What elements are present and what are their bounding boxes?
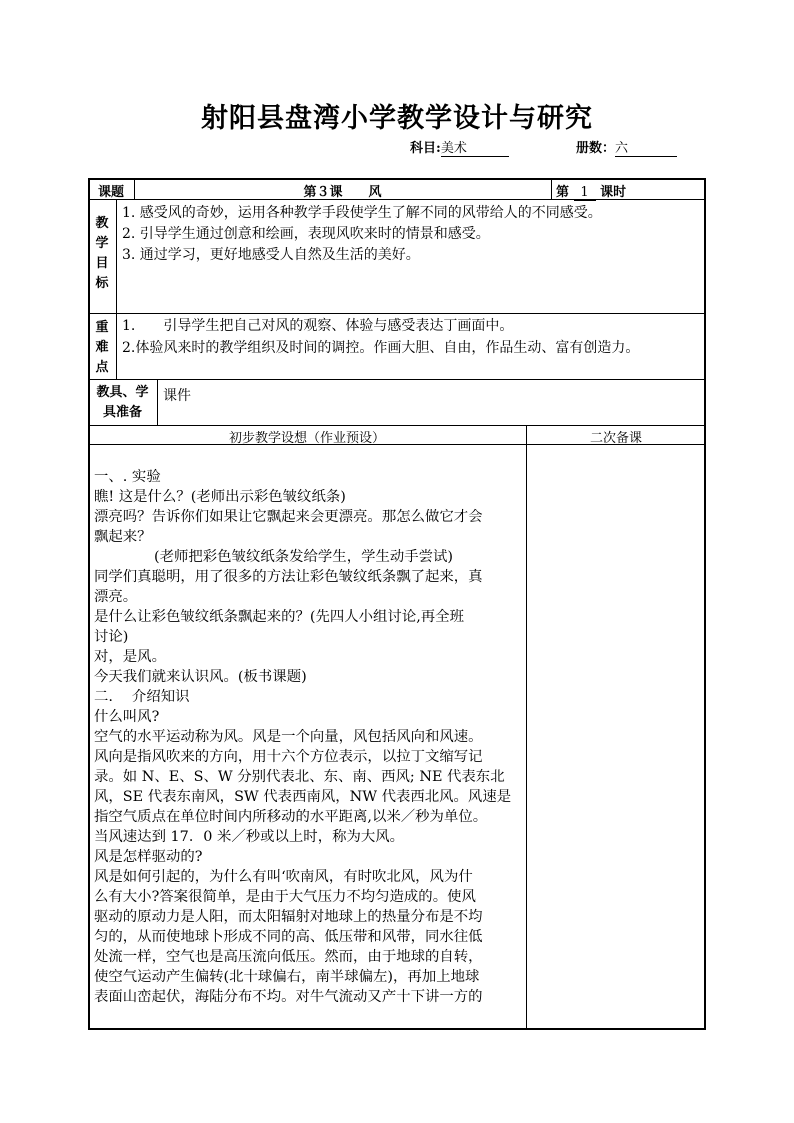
lesson-line: 对，是风。 [94,649,166,665]
tools-value: 课件 [163,388,191,404]
subject-value: 美术 [441,137,509,157]
subject-label: 科目: [410,141,441,156]
tools-label: 教具、学 具准备 [96,385,149,420]
lesson-line: 录。如 N、E、S、W 分别代表北、东、南、西风; NE 代表东北 [94,769,505,785]
lesson-line: 风是如何引起的，为什么有叫‘吹南风，有时吹北风，风为什 [94,869,473,885]
lesson-line: 匀的，从而使地球卜形成不同的高、低压带和风带，同水往低 [94,929,483,945]
lesson-line: 驱动的原动力是人阳，而太阳辐射对地球上的热量分布是不均 [94,909,483,925]
rule-col-labels [116,199,117,379]
volume-value: 六 [615,137,677,157]
lesson-line: 风是怎样驱动的? [94,849,203,865]
goals-label: 教 学 目 标 [95,216,109,291]
rule-row4 [88,425,706,426]
goal-item: 3. 通过学习，更好地感受人自然及生活的美好。 [122,247,420,263]
lesson-line: 么有大小?答案很简单，是由于大气压力不均匀造成的。使风 [94,889,476,905]
period-field [556,181,626,201]
plan-column-header: 初步教学设想（作业预设） [228,431,385,446]
lesson-line: 指空气质点在单位时间内所移动的水平距离,以米／秒为单位。 [94,809,488,825]
lesson-line: 风向是指风吹来的方向，用十六个方位表示，以拉丁文缩写记 [94,749,483,765]
lesson-line: 当风速达到 17．0 米／秒或以上时，称为大风。 [94,829,405,845]
rule-col-period [551,178,552,199]
period-prefix: 第 [556,185,570,200]
lesson-line: 使空气运动产生偏转(北十球偏右，南半球偏左)，再加上地球 [94,969,480,985]
lesson-plan-body [94,467,524,1007]
lesson-line: (老师把彩色皱纹纸条发给学生，学生动手尝试) [154,549,454,565]
key-point-item: 1. 引导学生把自己对风的观察、体验与感受表达丁画面中。 [122,318,514,334]
lesson-line: 是什么让彩色皱纹纸条飘起来的？(先四人小组讨论,再全班 [94,609,464,625]
rule-col-tools [157,379,158,425]
key-point-item: 2.体验风来时的教学组织及时间的调控。作画大胆、自由，作品生动、富有创造力。 [122,340,640,356]
lesson-line: 同学们真聪明，用了很多的方法让彩色皱纹纸条飘了起来，真 [94,569,483,585]
rule-col-notes [526,425,527,1030]
period-suffix: 课时 [600,185,627,200]
lesson-line: 飘起来？ [94,529,152,545]
lesson-line: 讨论) [94,629,129,645]
goal-item: 2. 引导学生通过创意和绘画，表现风吹来时的情景和感受。 [122,226,490,242]
rule-row3 [88,379,706,380]
subject-field [410,137,509,157]
lesson-title: 第３课 风 [303,185,382,200]
key-points-label: 重 难 点 [95,320,109,375]
lesson-line: 什么叫风? [94,709,160,725]
lesson-line: 一、. 实验 [94,469,161,485]
rule-row2 [88,313,706,314]
lesson-line: 今天我们就来认识风。(板书课题) [94,669,307,685]
lesson-line: 风，SE 代表东南风，SW 代表西南风，NW 代表西北风。风速是 [94,789,512,805]
document-title: 射阳县盘湾小学教学设计与研究 [201,103,593,134]
volume-label: 册数： [576,141,616,156]
lesson-line: 漂亮吗？告诉你们如果让它飘起来会更漂亮。那怎么做它才会 [94,509,483,525]
topic-label: 课题 [97,185,124,200]
goal-item: 1. 感受风的奇妙，运用各种教学手段使学生了解不同的风带给人的不同感受。 [122,205,602,221]
lesson-line: 瞧! 这是什么？(老师出示彩色皱纹纸条) [94,489,346,505]
lesson-line: 漂亮。 [94,589,138,605]
lesson-line: 处流一样，空气也是高压流向低压。然而，由于地球的自转， [94,949,483,965]
lesson-line: 表面山峦起伏，海陆分布不均。对牛气流动又产十下讲一方的 [94,989,483,1005]
lesson-line: 二. 介绍知识 [94,689,190,705]
volume-field [576,137,677,157]
revision-column-header: 二次备课 [589,431,642,446]
lesson-line: 空气的水平运动称为风。风是一个向量，风包括风向和风速。 [94,729,483,745]
period-value: 1 [574,185,596,201]
